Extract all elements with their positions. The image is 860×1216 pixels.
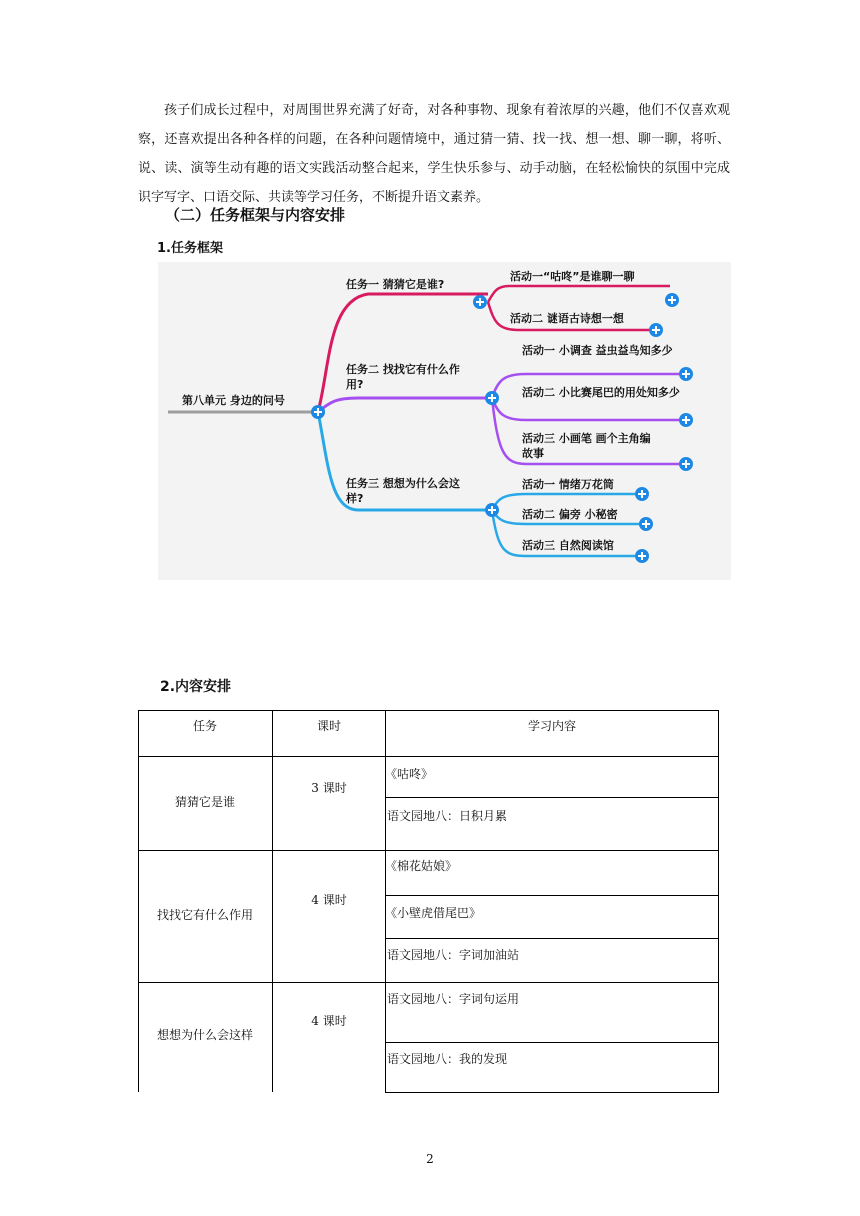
table-border [138, 756, 719, 757]
table-header-content: 学习内容 [527, 719, 576, 733]
page-number: 2 [426, 1152, 434, 1166]
expand-plus-icon[interactable] [485, 503, 499, 517]
table-border [138, 710, 719, 711]
expand-plus-icon[interactable] [679, 457, 693, 471]
intro-paragraph: 孩子们成长过程中，对周围世界充满了好奇，对各种事物、现象有着浓厚的兴趣，他们不仅喜欢观察，还喜欢提出各种各样的问题，在各种问题情境中，通过猜一猜、找一找、想一想、聊一聊，将听、说、读、演等生动有趣的语文实践活动整合起来，学生快乐参与、动手动脑，在轻松愉快的氛围中完成识字写字、口语交际、共读等学习任务，不断提升语文素养。 [138, 103, 730, 205]
table-cell-content: 《咕咚》 [385, 767, 434, 781]
table-cell-content: 《棉花姑娘》 [385, 859, 458, 873]
table-border [718, 710, 719, 1093]
expand-plus-icon[interactable] [665, 293, 679, 307]
section-heading: （二）任务框架与内容安排 [165, 206, 346, 224]
content-subheading: 2.内容安排 [160, 679, 232, 695]
task2-branch-line [318, 398, 492, 412]
task2-act3-label-line1: 活动三 小画笔 画个主角编 [522, 432, 651, 445]
table-border [385, 1092, 719, 1093]
task3-branch-line [318, 412, 492, 510]
table-header-task: 任务 [192, 719, 217, 733]
task3-act2-label: 活动二 偏旁 小秘密 [522, 508, 618, 521]
root-node-label: 第八单元 身边的问号 [182, 394, 285, 407]
table-border [385, 895, 719, 896]
table-cell-content: 《小壁虎借尾巴》 [385, 906, 482, 920]
expand-plus-icon[interactable] [635, 487, 649, 501]
expand-plus-icon[interactable] [679, 413, 693, 427]
table-cell-hours: 3 课时 [311, 781, 347, 795]
table-cell-content: 语文园地八：字词句运用 [387, 992, 520, 1006]
task2-label-line1: 任务二 找找它有什么作 [346, 363, 460, 376]
table-cell-task: 想想为什么会这样 [156, 1028, 253, 1042]
table-cell-task: 找找它有什么作用 [156, 908, 253, 922]
expand-plus-icon[interactable] [311, 405, 325, 419]
task3-act1-label: 活动一 情绪万花筒 [522, 478, 614, 491]
table-cell-task: 猜猜它是谁 [174, 795, 235, 809]
task3-label-line1: 任务三 想想为什么会这 [346, 477, 460, 490]
table-border [385, 797, 719, 798]
expand-plus-icon[interactable] [635, 549, 649, 563]
task2-act2-underline [492, 398, 686, 420]
mindmap-svg [158, 262, 731, 580]
task1-act2-label: 活动二 谜语古诗想一想 [510, 312, 624, 325]
framework-subheading: 1.任务框架 [157, 241, 223, 256]
task1-branch-line [318, 294, 488, 412]
task1-act1-line [488, 286, 670, 302]
task2-act1-label: 活动一 小调查 益虫益鸟知多少 [522, 344, 673, 357]
expand-plus-icon[interactable] [639, 517, 653, 531]
expand-plus-icon[interactable] [473, 295, 487, 309]
task2-act3-label-line2: 故事 [522, 447, 544, 460]
expand-plus-icon[interactable] [679, 367, 693, 381]
task2-label-line2: 用? [346, 378, 364, 391]
task2-act2-label: 活动二 小比赛尾巴的用处知多少 [522, 386, 680, 399]
table-border [138, 982, 719, 983]
table-cell-hours: 4 课时 [311, 893, 347, 907]
task3-act3-label: 活动三 自然阅读馆 [522, 539, 614, 552]
task3-label-line2: 样? [346, 492, 364, 505]
task1-label: 任务一 猜猜它是谁? [346, 278, 445, 291]
table-cell-content: 语文园地八：我的发现 [387, 1052, 508, 1066]
expand-plus-icon[interactable] [485, 391, 499, 405]
table-header-hours: 课时 [316, 719, 341, 733]
table-border [385, 938, 719, 939]
table-border [385, 1042, 719, 1043]
table-cell-hours: 4 课时 [311, 1014, 347, 1028]
table-cell-content: 语文园地八：字词加油站 [387, 948, 520, 962]
expand-plus-icon[interactable] [649, 323, 663, 337]
task1-act1-label: 活动一“咕咚”是谁聊一聊 [510, 270, 635, 283]
task-framework-mindmap [158, 262, 731, 580]
table-border [138, 850, 719, 851]
table-cell-content: 语文园地八：日积月累 [387, 809, 508, 823]
